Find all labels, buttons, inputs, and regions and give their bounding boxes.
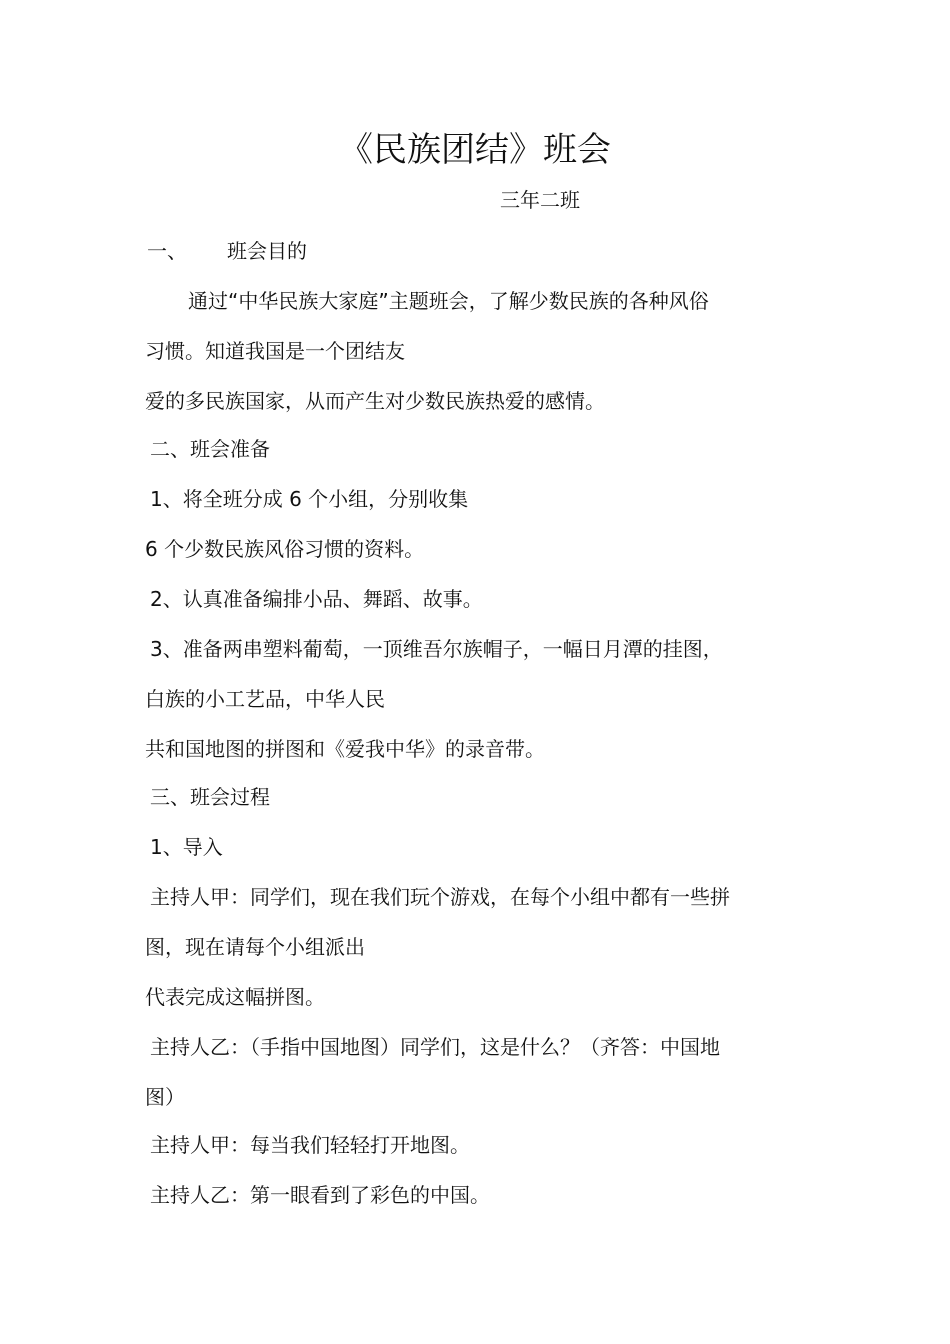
- paragraph-line: 2、认真准备编排小品、舞蹈、故事。: [150, 587, 483, 611]
- paragraph-line: 代表完成这幅拼图。: [145, 985, 325, 1009]
- paragraph-line: 共和国地图的拼图和《爱我中华》的录音带。: [145, 737, 545, 761]
- paragraph-line: 1、导入: [150, 835, 223, 859]
- paragraph-line: 1、将全班分成 6 个小组，分别收集: [150, 487, 469, 511]
- paragraph-line: 主持人甲：每当我们轻轻打开地图。: [150, 1133, 470, 1157]
- document-title: 《民族团结》班会: [339, 130, 611, 170]
- paragraph-line: 通过“中华民族大家庭”主题班会，了解少数民族的各种风俗: [188, 289, 709, 313]
- paragraph-line: 主持人乙：第一眼看到了彩色的中国。: [150, 1183, 490, 1207]
- paragraph-line: 主持人乙：（手指中国地图）同学们，这是什么？（齐答：中国地: [150, 1035, 720, 1059]
- paragraph-line: 习惯。知道我国是一个团结友: [145, 339, 405, 363]
- paragraph-line: 白族的小工艺品，中华人民: [145, 687, 385, 711]
- paragraph-line: 图）: [145, 1085, 185, 1109]
- paragraph-line: 图，现在请每个小组派出: [145, 935, 365, 959]
- paragraph-line: 3、准备两串塑料葡萄，一顶维吾尔族帽子，一幅日月潭的挂图，: [150, 637, 723, 661]
- paragraph-line: 爱的多民族国家，从而产生对少数民族热爱的感情。: [145, 389, 605, 413]
- paragraph-line: 主持人甲：同学们，现在我们玩个游戏，在每个小组中都有一些拼: [150, 885, 730, 909]
- paragraph-line: 6 个少数民族风俗习惯的资料。: [145, 537, 425, 561]
- section1-number: 一、: [147, 239, 187, 263]
- section2-heading: 二、班会准备: [150, 437, 270, 461]
- section3-heading: 三、班会过程: [150, 785, 270, 809]
- section1-heading: 班会目的: [227, 239, 307, 263]
- class-name: 三年二班: [500, 188, 580, 212]
